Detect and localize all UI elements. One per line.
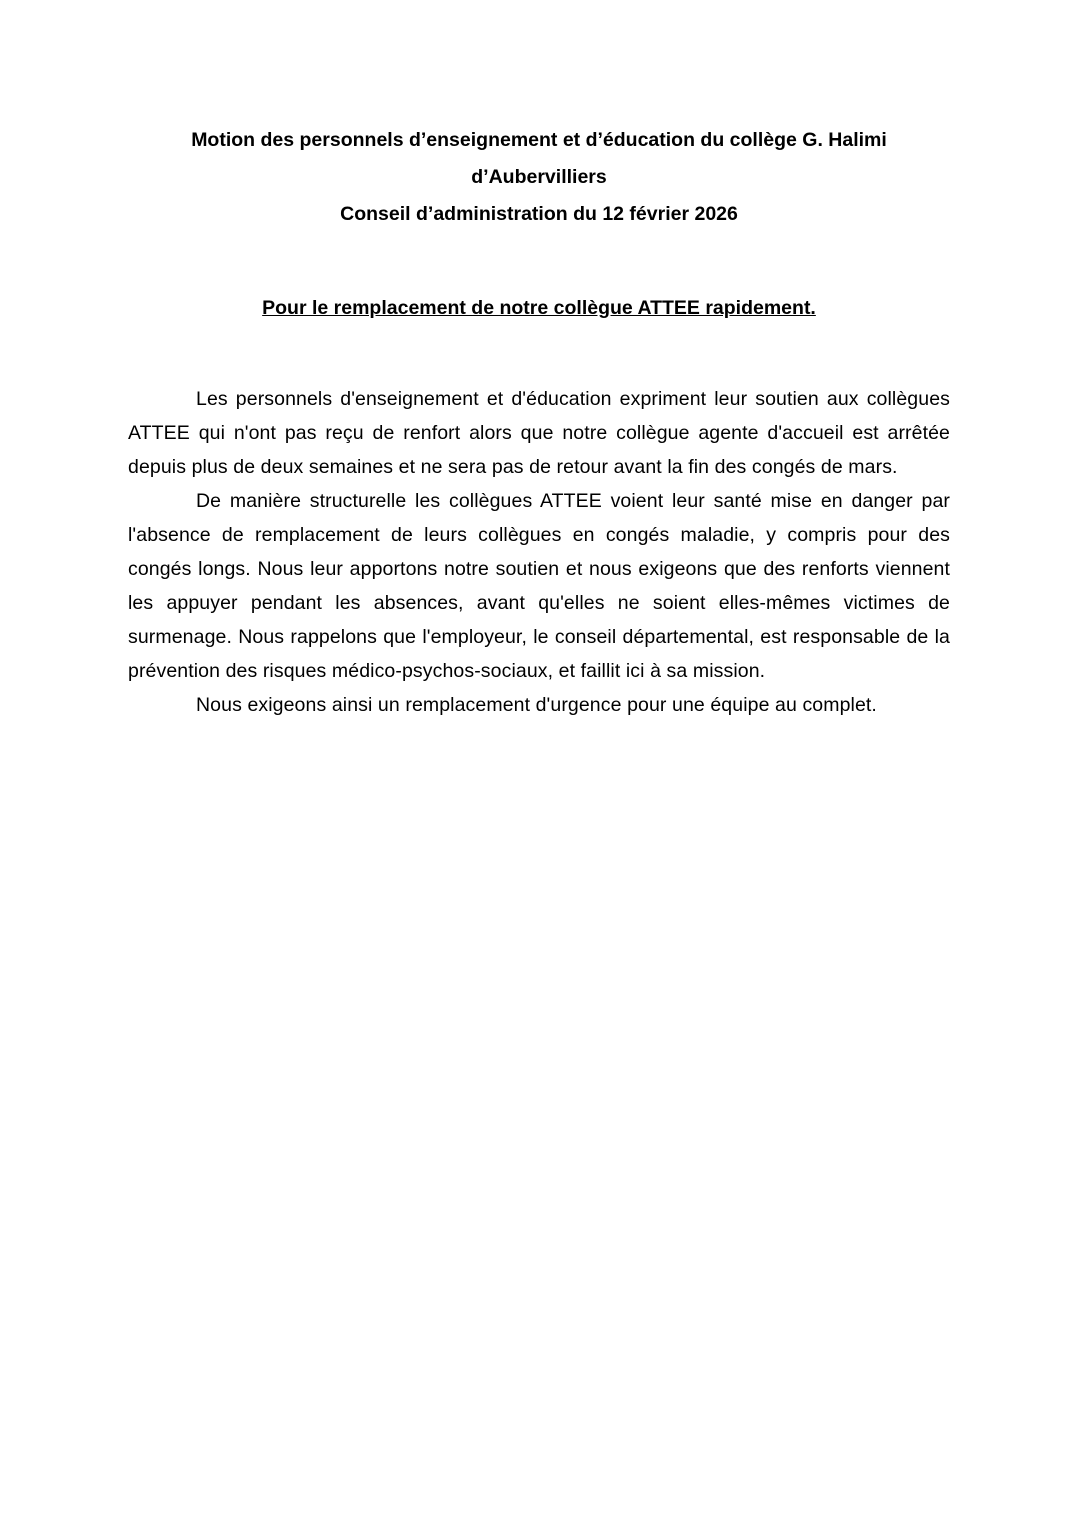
paragraph-3: Nous exigeons ainsi un remplacement d'urgence pour une équipe au complet. [196, 694, 877, 716]
document-subject-heading: Pour le remplacement de notre collègue ATTEE rapidement. [262, 297, 816, 319]
document-body [128, 382, 950, 722]
paragraph-1: Les personnels d'enseignement et d'éducation expriment leur soutien aux collègues ATTEE qui n'ont pas reçu de renfort alors que notre collègue agente d'accueil est arrêtée depuis plus de deux semaines et ne sera pas de retour avant la fin des congés de mars. [128, 388, 950, 478]
document-title-line-1: Motion des personnels d’enseignement et d’éducation du collège G. Halimi d’Aubervilliers [191, 129, 887, 188]
document-title-block [128, 122, 950, 233]
paragraph-2: De manière structurelle les collègues ATTEE voient leur santé mise en danger par l'absence de remplacement de leurs collègues en congés maladie, y compris pour des congés longs. Nous leur apportons notre soutien et nous exigeons que des renforts viennent les appuyer pendant les absences, avant qu'elles ne soient elles-mêmes victimes de surmenage. Nous rappelons que l'employeur, le conseil départemental, est responsable de la prévention des risques médico-psychos-sociaux, et faillit ici à sa mission. [128, 490, 950, 682]
document-title-line-2: Conseil d’administration du 12 février 2026 [340, 203, 738, 225]
